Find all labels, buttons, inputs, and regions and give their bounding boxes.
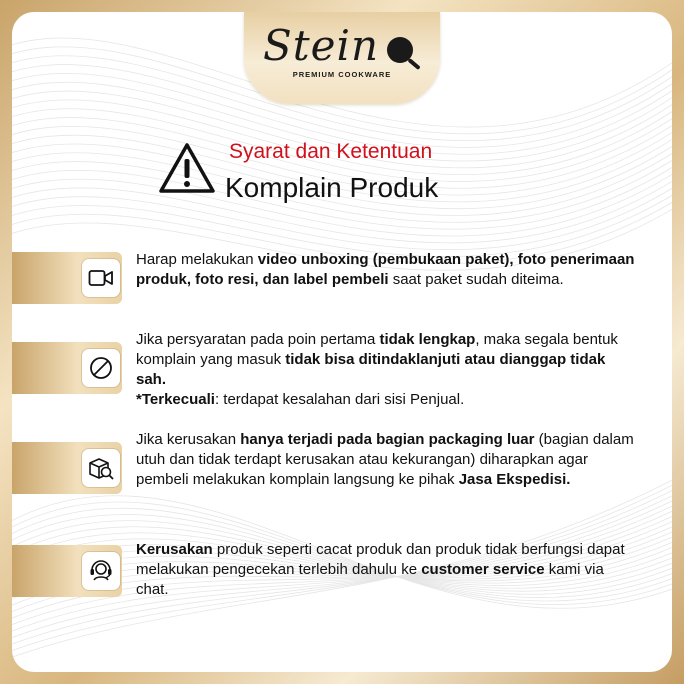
- text-run: (bagian dalam utuh dan tidak terdapt kerusakan atau kekurangan) diharapkan agar pembeli melakukan komplain langsung ke pihak: [136, 431, 634, 488]
- page-subtitle: Syarat dan Ketentuan: [229, 140, 433, 163]
- section-2-text: [136, 330, 636, 410]
- package-inspect-icon: [82, 449, 120, 487]
- text-run: Kerusakan: [136, 541, 213, 558]
- frying-pan-icon: [380, 32, 430, 72]
- text-run: : terdapat kesalahan dari sisi Penjual.: [214, 391, 465, 408]
- section-4-text: [136, 540, 636, 600]
- text-run: produk seperti cacat produk dan produk tidak berfungsi dapat melakukan pengecekan terlebih dahulu ke: [136, 541, 625, 578]
- terms-card: [12, 12, 672, 672]
- prohibited-icon: [82, 349, 120, 387]
- text-run: video unboxing (pembukaan paket), foto penerimaan produk, foto resi, dan label pembeli: [136, 251, 635, 288]
- section-3-text: [136, 430, 636, 490]
- text-run: Harap melakukan: [136, 251, 258, 268]
- section-1-text: [136, 250, 636, 290]
- text-run: hanya terjadi pada bagian packaging luar: [240, 431, 535, 448]
- text-run: customer service: [421, 561, 545, 578]
- text-run: Jasa Ekspedisi.: [458, 471, 571, 488]
- customer-service-icon: [82, 552, 120, 590]
- page-title: Komplain Produk: [225, 172, 439, 203]
- text-run: Jika kerusakan: [136, 431, 241, 448]
- text-run: saat paket sudah diteima.: [388, 271, 564, 288]
- logo-banner: [244, 12, 440, 104]
- text-run: Jika persyaratan pada poin pertama: [136, 331, 380, 348]
- text-run: *Terkecuali: [136, 391, 215, 408]
- text-run: tidak bisa ditindaklanjuti atau dianggap tidak sah.: [136, 351, 606, 388]
- video-camera-icon: [82, 259, 120, 297]
- warning-icon: [157, 141, 217, 195]
- text-run: tidak lengkap: [379, 331, 476, 348]
- logo-tagline: PREMIUM COOKWARE: [292, 70, 392, 79]
- text-run: , maka segala bentuk komplain yang masuk: [136, 331, 618, 368]
- text-run: kami via chat.: [136, 561, 604, 598]
- svg-text:Stein: Stein: [263, 21, 379, 70]
